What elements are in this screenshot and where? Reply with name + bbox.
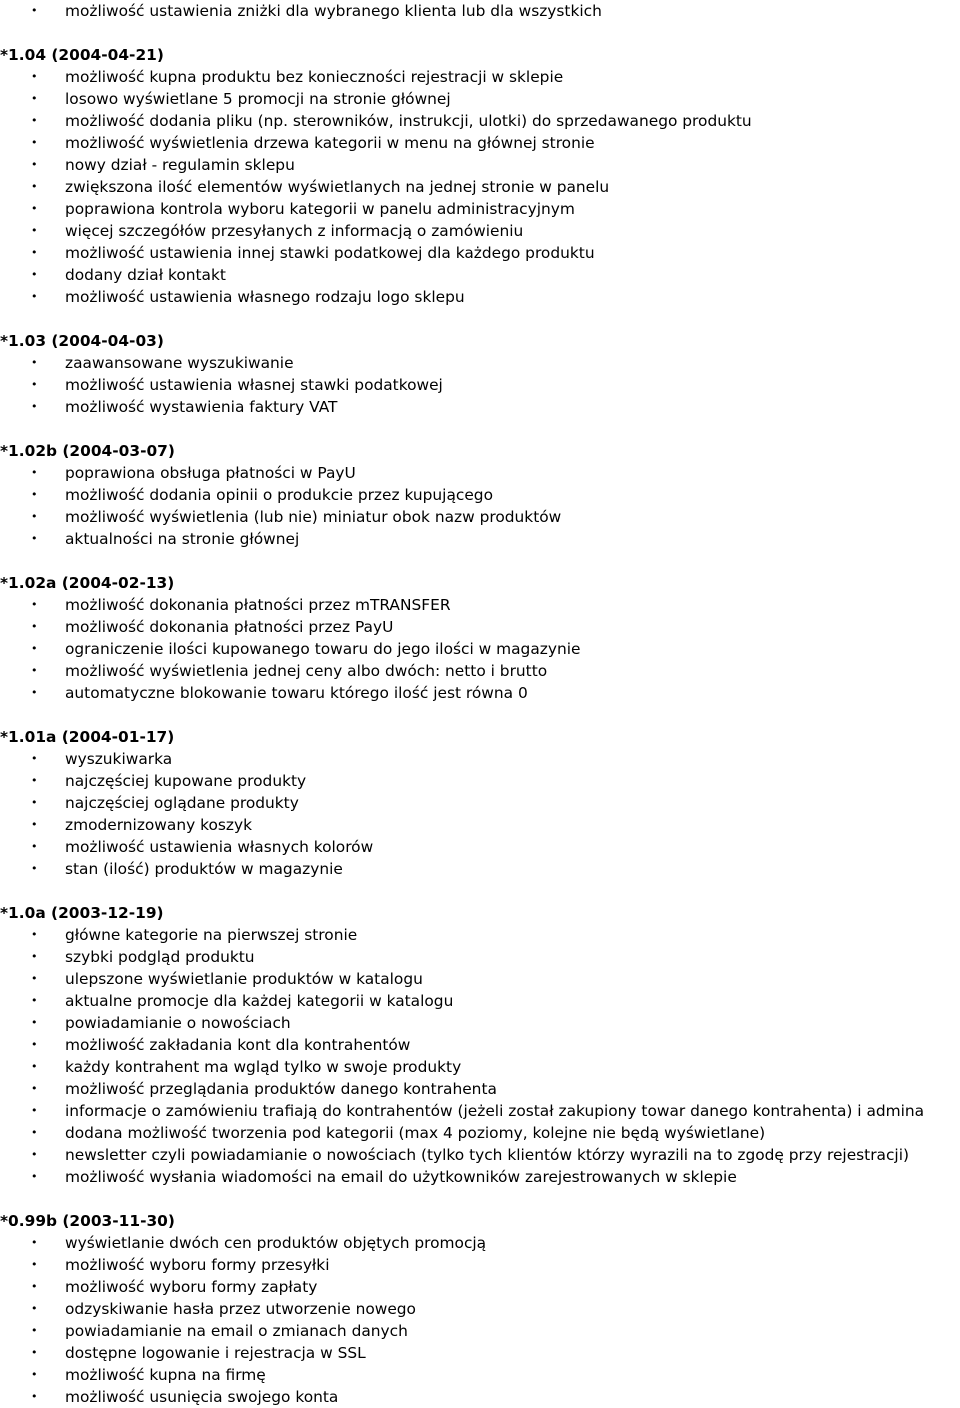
version-section bbox=[0, 440, 960, 550]
version-heading: *0.99b (2003-11-30) bbox=[0, 1212, 175, 1230]
list-item bbox=[0, 1166, 960, 1188]
list-item-text: wyszukiwarka bbox=[65, 750, 173, 768]
list-item bbox=[0, 264, 960, 286]
list-item-text: możliwość wystawienia faktury VAT bbox=[65, 398, 338, 416]
list-item-text: ograniczenie ilości kupowanego towaru do jego ilości w magazynie bbox=[65, 640, 581, 658]
bullet-icon: • bbox=[31, 158, 38, 171]
bullet-icon: • bbox=[31, 1170, 38, 1183]
bullet-icon: • bbox=[31, 4, 38, 17]
version-section bbox=[0, 572, 960, 704]
list-item-text: możliwość ustawienia własnej stawki podatkowej bbox=[65, 376, 443, 394]
list-item bbox=[0, 968, 960, 990]
version-section bbox=[0, 330, 960, 418]
list-item bbox=[0, 242, 960, 264]
bullet-icon: • bbox=[31, 1148, 38, 1161]
list-item bbox=[0, 374, 960, 396]
list-item-text: możliwość dokonania płatności przez PayU bbox=[65, 618, 394, 636]
list-item bbox=[0, 1078, 960, 1100]
list-item bbox=[0, 110, 960, 132]
bullet-icon: • bbox=[31, 862, 38, 875]
bullet-icon: • bbox=[31, 1082, 38, 1095]
version-heading: *1.02b (2004-03-07) bbox=[0, 442, 175, 460]
list-item-text: wyświetlanie dwóch cen produktów objętych promocją bbox=[65, 1234, 487, 1252]
list-item bbox=[0, 946, 960, 968]
list-item-text: dostępne logowanie i rejestracja w SSL bbox=[65, 1344, 366, 1362]
list-item bbox=[0, 198, 960, 220]
bullet-icon: • bbox=[31, 224, 38, 237]
list-item bbox=[0, 1298, 960, 1320]
bullet-icon: • bbox=[31, 752, 38, 765]
list-item bbox=[0, 682, 960, 704]
list-item bbox=[0, 1122, 960, 1144]
bullet-icon: • bbox=[31, 598, 38, 611]
bullet-icon: • bbox=[31, 1016, 38, 1029]
list-item bbox=[0, 506, 960, 528]
bullet-icon: • bbox=[31, 686, 38, 699]
list-item-text: możliwość wyboru formy zapłaty bbox=[65, 1278, 318, 1296]
list-item bbox=[0, 1276, 960, 1298]
bullet-icon: • bbox=[31, 620, 38, 633]
bullet-icon: • bbox=[31, 378, 38, 391]
bullet-icon: • bbox=[31, 1346, 38, 1359]
bullet-icon: • bbox=[31, 136, 38, 149]
list-item-text: informacje o zamówieniu trafiają do kontrahentów (jeżeli został zakupiony towar danego kontrahenta) i admina bbox=[65, 1102, 925, 1120]
list-item-text: możliwość usunięcia swojego konta bbox=[65, 1388, 339, 1406]
list-item bbox=[0, 1144, 960, 1166]
list-item bbox=[0, 220, 960, 242]
bullet-icon: • bbox=[31, 1324, 38, 1337]
list-item bbox=[0, 396, 960, 418]
bullet-icon: • bbox=[31, 532, 38, 545]
list-item bbox=[0, 814, 960, 836]
bullet-icon: • bbox=[31, 840, 38, 853]
list-item-text: możliwość ustawienia własnego rodzaju logo sklepu bbox=[65, 288, 465, 306]
bullet-icon: • bbox=[31, 1060, 38, 1073]
list-item-text: możliwość wyboru formy przesyłki bbox=[65, 1256, 330, 1274]
list-item-text: aktualności na stronie głównej bbox=[65, 530, 300, 548]
list-item bbox=[0, 132, 960, 154]
bullet-icon: • bbox=[31, 1258, 38, 1271]
list-item bbox=[0, 1320, 960, 1342]
bullet-icon: • bbox=[31, 818, 38, 831]
list-item-text: możliwość dodania opinii o produkcie przez kupującego bbox=[65, 486, 493, 504]
list-item-text: więcej szczegółów przesyłanych z informacją o zamówieniu bbox=[65, 222, 524, 240]
bullet-icon: • bbox=[31, 1038, 38, 1051]
list-item-text: możliwość dokonania płatności przez mTRANSFER bbox=[65, 596, 451, 614]
list-item bbox=[0, 1100, 960, 1122]
list-item bbox=[0, 528, 960, 550]
list-item bbox=[0, 748, 960, 770]
list-item-text: nowy dział - regulamin sklepu bbox=[65, 156, 295, 174]
list-item-text: najczęściej kupowane produkty bbox=[65, 772, 307, 790]
list-item bbox=[0, 1364, 960, 1386]
version-section bbox=[0, 1210, 960, 1408]
list-item-text: możliwość kupna produktu bez konieczności rejestracji w sklepie bbox=[65, 68, 564, 86]
version-section bbox=[0, 902, 960, 1188]
list-item bbox=[0, 462, 960, 484]
list-item-text: najczęściej oglądane produkty bbox=[65, 794, 299, 812]
list-item bbox=[0, 88, 960, 110]
bullet-icon: • bbox=[31, 114, 38, 127]
list-item bbox=[0, 176, 960, 198]
bullet-icon: • bbox=[31, 180, 38, 193]
bullet-icon: • bbox=[31, 92, 38, 105]
list-item-text: możliwość ustawienia zniżki dla wybranego klienta lub dla wszystkich bbox=[65, 2, 602, 20]
list-item bbox=[0, 1254, 960, 1276]
list-item-text: powiadamianie na email o zmianach danych bbox=[65, 1322, 408, 1340]
list-item bbox=[0, 770, 960, 792]
version-section bbox=[0, 726, 960, 880]
bullet-icon: • bbox=[31, 1390, 38, 1403]
list-item-text: ulepszone wyświetlanie produktów w katalogu bbox=[65, 970, 423, 988]
list-item bbox=[0, 1056, 960, 1078]
list-item bbox=[0, 484, 960, 506]
list-item bbox=[0, 660, 960, 682]
bullet-icon: • bbox=[31, 268, 38, 281]
list-item-text: newsletter czyli powiadamianie o nowościach (tylko tych klientów którzy wyrazili na to zgodę przy rejestracji) bbox=[65, 1146, 909, 1164]
bullet-icon: • bbox=[31, 510, 38, 523]
list-item-text: aktualne promocje dla każdej kategorii w katalogu bbox=[65, 992, 454, 1010]
version-heading: *1.04 (2004-04-21) bbox=[0, 46, 164, 64]
list-item-text: dodana możliwość tworzenia pod kategorii (max 4 poziomy, kolejne nie będą wyświetlane) bbox=[65, 1124, 766, 1142]
list-item bbox=[0, 352, 960, 374]
bullet-icon: • bbox=[31, 774, 38, 787]
list-item-text: główne kategorie na pierwszej stronie bbox=[65, 926, 358, 944]
bullet-icon: • bbox=[31, 466, 38, 479]
bullet-icon: • bbox=[31, 928, 38, 941]
version-heading: *1.02a (2004-02-13) bbox=[0, 574, 175, 592]
list-item-text: możliwość ustawienia innej stawki podatkowej dla każdego produktu bbox=[65, 244, 595, 262]
list-item-text: powiadamianie o nowościach bbox=[65, 1014, 291, 1032]
bullet-icon: • bbox=[31, 400, 38, 413]
list-item bbox=[0, 1386, 960, 1408]
bullet-icon: • bbox=[31, 950, 38, 963]
list-item-text: szybki podgląd produktu bbox=[65, 948, 255, 966]
list-item-text: poprawiona obsługa płatności w PayU bbox=[65, 464, 356, 482]
bullet-icon: • bbox=[31, 1236, 38, 1249]
bullet-icon: • bbox=[31, 488, 38, 501]
list-item-text: możliwość ustawienia własnych kolorów bbox=[65, 838, 374, 856]
list-item bbox=[0, 1034, 960, 1056]
version-heading: *1.01a (2004-01-17) bbox=[0, 728, 175, 746]
list-item-text: możliwość zakładania kont dla kontrahentów bbox=[65, 1036, 411, 1054]
list-item-text: możliwość przeglądania produktów danego kontrahenta bbox=[65, 1080, 497, 1098]
version-heading: *1.03 (2004-04-03) bbox=[0, 332, 164, 350]
list-item-text: odzyskiwanie hasła przez utworzenie nowego bbox=[65, 1300, 416, 1318]
list-item-text: możliwość wyświetlenia drzewa kategorii w menu na głównej stronie bbox=[65, 134, 595, 152]
bullet-icon: • bbox=[31, 290, 38, 303]
bullet-icon: • bbox=[31, 796, 38, 809]
bullet-icon: • bbox=[31, 972, 38, 985]
list-item bbox=[0, 990, 960, 1012]
list-item bbox=[0, 858, 960, 880]
bullet-icon: • bbox=[31, 70, 38, 83]
list-item bbox=[0, 594, 960, 616]
list-item-text: możliwość kupna na firmę bbox=[65, 1366, 266, 1384]
list-item bbox=[0, 0, 960, 22]
list-item bbox=[0, 836, 960, 858]
list-item bbox=[0, 1012, 960, 1034]
bullet-icon: • bbox=[31, 664, 38, 677]
list-item-text: możliwość wyświetlenia (lub nie) miniatur obok nazw produktów bbox=[65, 508, 562, 526]
bullet-icon: • bbox=[31, 202, 38, 215]
bullet-icon: • bbox=[31, 1126, 38, 1139]
list-item-text: losowo wyświetlane 5 promocji na stronie głównej bbox=[65, 90, 451, 108]
bullet-icon: • bbox=[31, 642, 38, 655]
list-item bbox=[0, 66, 960, 88]
bullet-icon: • bbox=[31, 1104, 38, 1117]
list-item bbox=[0, 286, 960, 308]
list-item bbox=[0, 1232, 960, 1254]
changelog-sections bbox=[0, 44, 960, 1408]
list-item-text: każdy kontrahent ma wgląd tylko w swoje produkty bbox=[65, 1058, 462, 1076]
bullet-icon: • bbox=[31, 356, 38, 369]
list-item bbox=[0, 154, 960, 176]
list-item-text: możliwość wysłania wiadomości na email do użytkowników zarejestrowanych w sklepie bbox=[65, 1168, 737, 1186]
top-item-list bbox=[0, 0, 960, 22]
bullet-icon: • bbox=[31, 994, 38, 1007]
bullet-icon: • bbox=[31, 1280, 38, 1293]
list-item bbox=[0, 638, 960, 660]
version-heading: *1.0a (2003-12-19) bbox=[0, 904, 164, 922]
list-item-text: możliwość wyświetlenia jednej ceny albo dwóch: netto i brutto bbox=[65, 662, 548, 680]
list-item-text: zmodernizowany koszyk bbox=[65, 816, 252, 834]
version-section bbox=[0, 44, 960, 308]
list-item-text: dodany dział kontakt bbox=[65, 266, 226, 284]
bullet-icon: • bbox=[31, 1368, 38, 1381]
list-item-text: poprawiona kontrola wyboru kategorii w panelu administracyjnym bbox=[65, 200, 575, 218]
list-item-text: stan (ilość) produktów w magazynie bbox=[65, 860, 343, 878]
list-item bbox=[0, 924, 960, 946]
list-item-text: zwiększona ilość elementów wyświetlanych na jednej stronie w panelu bbox=[65, 178, 610, 196]
bullet-icon: • bbox=[31, 1302, 38, 1315]
bullet-icon: • bbox=[31, 246, 38, 259]
list-item bbox=[0, 792, 960, 814]
list-item-text: automatyczne blokowanie towaru którego ilość jest równa 0 bbox=[65, 684, 528, 702]
list-item bbox=[0, 616, 960, 638]
list-item bbox=[0, 1342, 960, 1364]
list-item-text: zaawansowane wyszukiwanie bbox=[65, 354, 294, 372]
list-item-text: możliwość dodania pliku (np. sterowników, instrukcji, ulotki) do sprzedawanego produktu bbox=[65, 112, 752, 130]
